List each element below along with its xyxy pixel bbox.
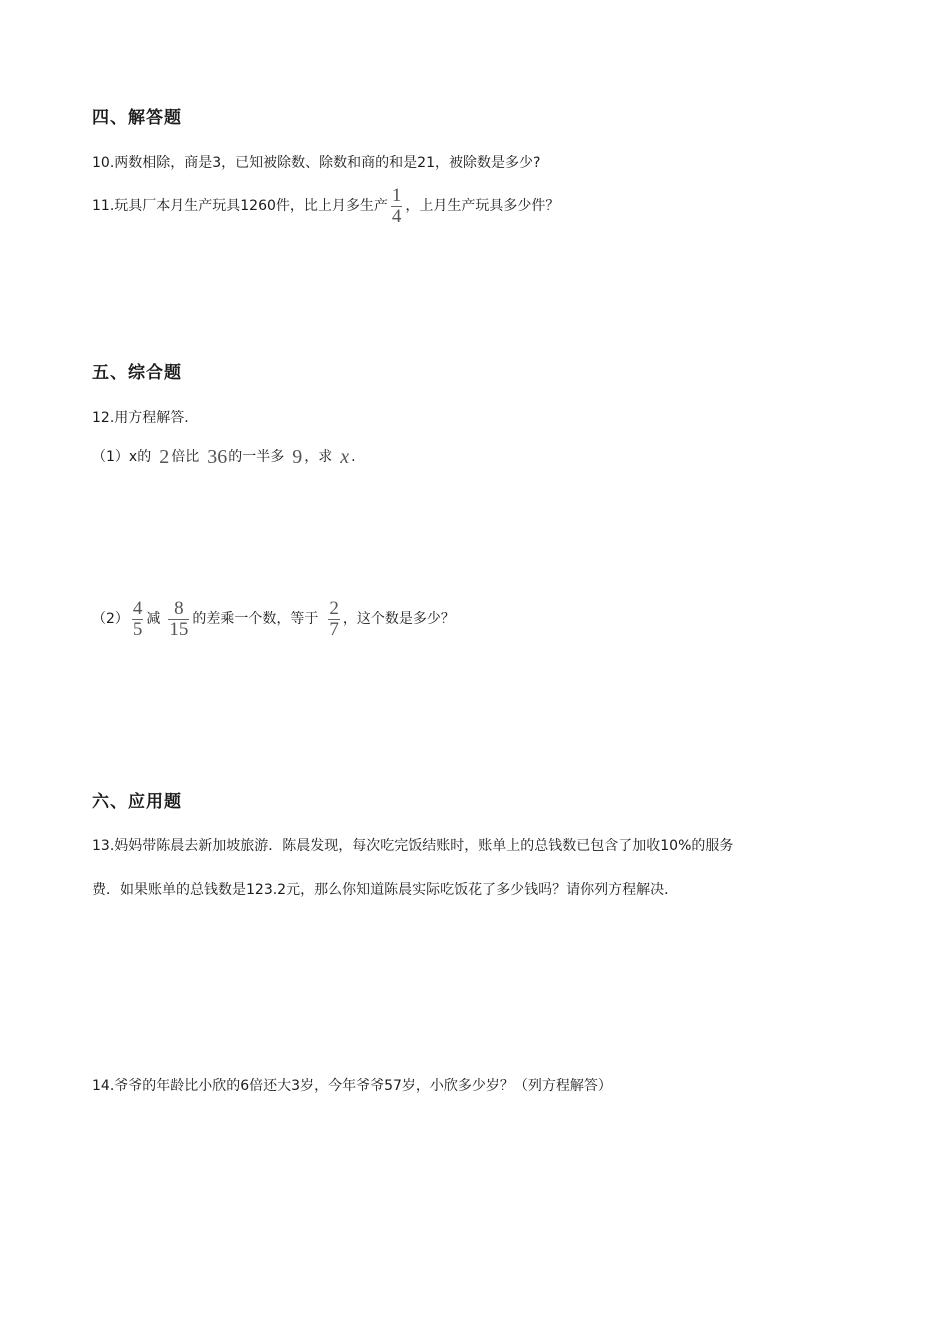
fraction-numerator: 1 (391, 184, 402, 206)
question-12-part-1 (92, 444, 356, 470)
question-14: 14.爷爷的年龄比小欣的6倍还大3岁，今年爷爷57岁，小欣多少岁？（列方程解答） (92, 1078, 612, 1094)
variable-x: x (340, 446, 350, 468)
part-2-text-a: （2） (92, 611, 129, 627)
part-2-text-b: 减 (146, 611, 161, 627)
fraction-two-sevenths (328, 597, 340, 640)
part-1-text-b: 倍比 (171, 449, 200, 465)
number-36: 36 (207, 446, 228, 468)
question-10: 10.两数相除，商是3，已知被除数、除数和商的和是21，被除数是多少? (92, 155, 541, 171)
part-2-text-d: ，这个数是多少？ (342, 611, 455, 627)
fraction-numerator: 2 (329, 597, 339, 619)
part-1-text-c: 的一半多 (228, 449, 285, 465)
question-11 (92, 185, 559, 227)
section-6-heading: 六、应用题 (92, 792, 182, 812)
question-12: 12.用方程解答. (92, 410, 189, 426)
part-1-text-d: ，求 (304, 449, 333, 465)
part-1-text-e: . (351, 449, 356, 465)
fraction-eight-fifteenths (168, 597, 189, 640)
fraction-denominator: 4 (391, 205, 402, 227)
fraction-four-fifths (132, 597, 144, 640)
section-4-heading: 四、解答题 (92, 108, 182, 128)
number-9: 9 (292, 446, 303, 468)
fraction-denominator: 7 (329, 618, 339, 640)
question-11-text-after: ，上月生产玩具多少件？ (405, 198, 560, 214)
question-13-line-1: 13.妈妈带陈晨去新加坡旅游．陈晨发现，每次吃完饭结账时，账单上的总钱数已包含了加收10%的服务 (92, 838, 734, 854)
number-2: 2 (159, 446, 170, 468)
question-11-text-before: 11.玩具厂本月生产玩具1260件，比上月多生产 (92, 198, 388, 214)
fraction-numerator: 8 (174, 597, 184, 619)
question-12-part-2 (92, 596, 455, 642)
part-1-text-a: （1）x的 (92, 449, 152, 465)
part-2-text-c: 的差乘一个数，等于 (192, 611, 319, 627)
question-13-line-2: 费．如果账单的总钱数是123.2元，那么你知道陈晨实际吃饭花了多少钱吗？请你列方程解决． (92, 882, 679, 898)
fraction-denominator: 15 (169, 618, 189, 640)
section-5-heading: 五、综合题 (92, 363, 182, 383)
fraction-denominator: 5 (132, 618, 143, 640)
fraction-one-quarter (391, 184, 403, 227)
fraction-numerator: 4 (132, 597, 143, 619)
